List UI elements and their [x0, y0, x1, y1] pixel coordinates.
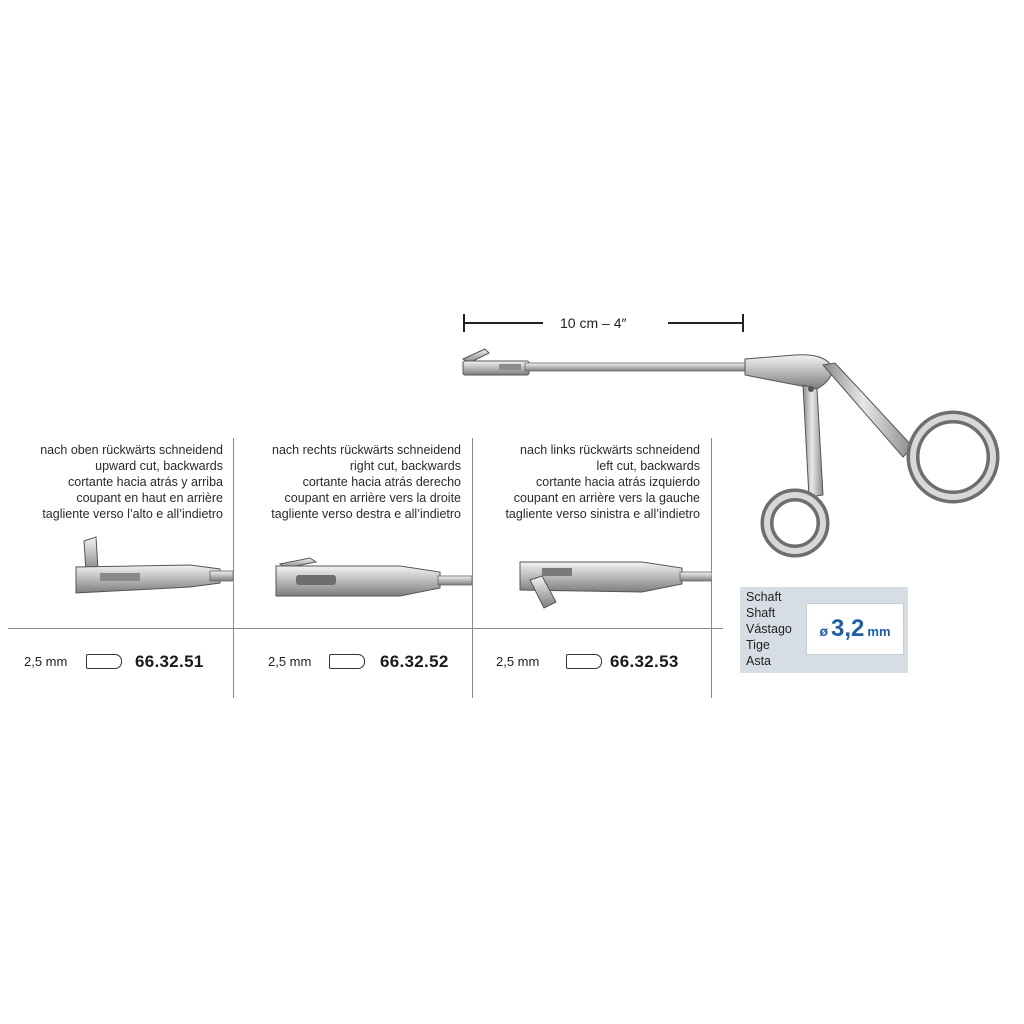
description-line-it: tagliente verso destra e all’indietro — [271, 507, 461, 521]
description-line-fr: coupant en arrière vers la gauche — [513, 491, 700, 505]
shaft-panel — [740, 587, 908, 673]
jaw-size: 2,5 mm — [496, 654, 540, 669]
description-line-de: nach oben rückwärts schneidend — [40, 443, 223, 457]
shaft-label-fr: Tige — [746, 638, 770, 652]
article-number: 66.32.52 — [380, 652, 449, 671]
scale-bar-left-line — [463, 322, 543, 324]
shaft-label-en: Shaft — [746, 606, 776, 620]
description-line-en: upward cut, backwards — [95, 459, 223, 473]
jaw-size: 2,5 mm — [24, 654, 68, 669]
shaft-diameter — [806, 603, 904, 655]
variant-description — [40, 442, 223, 522]
description-line-fr: coupant en arrière vers la droite — [284, 491, 461, 505]
jaw-shape-icon — [566, 654, 602, 669]
article-number: 66.32.53 — [610, 652, 679, 671]
description-line-fr: coupant en haut en arrière — [76, 491, 223, 505]
variant-description — [271, 442, 461, 522]
diameter-unit: mm — [867, 624, 891, 639]
row-divider — [8, 628, 723, 629]
description-line-it: tagliente verso sinistra e all’indietro — [505, 507, 700, 521]
description-line-it: tagliente verso l’alto e all’indietro — [42, 507, 223, 521]
scale-bar-right-line — [668, 322, 744, 324]
description-line-de: nach links rückwärts schneidend — [520, 443, 700, 457]
diameter-symbol: ø — [819, 623, 829, 639]
scale-bar-right-tick — [742, 314, 744, 332]
shaft-labels — [746, 589, 792, 669]
upward-cut-tip-image — [70, 535, 233, 605]
left-cut-tip-image — [512, 550, 712, 612]
shaft-label-es: Vástago — [746, 622, 792, 636]
description-line-de: nach rechts rückwärts schneidend — [272, 443, 461, 457]
description-line-es: cortante hacia atrás derecho — [302, 475, 461, 489]
description-line-en: right cut, backwards — [349, 459, 461, 473]
shaft-label-de: Schaft — [746, 590, 782, 604]
jaw-size: 2,5 mm — [268, 654, 312, 669]
description-line-en: left cut, backwards — [596, 459, 700, 473]
variant-description — [505, 442, 700, 522]
right-cut-tip-image — [270, 550, 472, 610]
diameter-value: 3,2 — [831, 615, 865, 642]
jaw-shape-icon — [86, 654, 122, 669]
description-line-es: cortante hacia atrás izquierdo — [536, 475, 700, 489]
jaw-shape-icon — [329, 654, 365, 669]
scale-bar-label: 10 cm – 4″ — [560, 315, 627, 331]
column-divider — [233, 438, 234, 698]
description-line-es: cortante hacia atrás y arriba — [68, 475, 223, 489]
column-divider — [472, 438, 473, 698]
shaft-label-it: Asta — [746, 654, 772, 668]
article-number: 66.32.51 — [135, 652, 204, 671]
